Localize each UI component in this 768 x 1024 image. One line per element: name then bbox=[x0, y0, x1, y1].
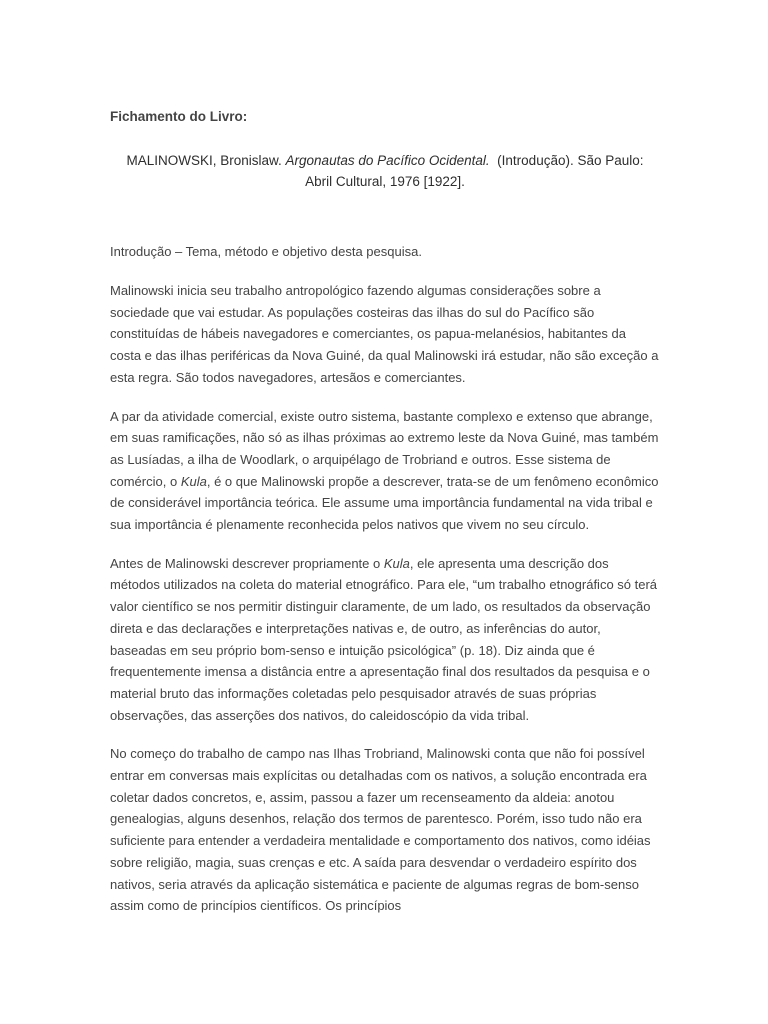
document-page bbox=[110, 108, 660, 934]
paragraph-2-before: A par da atividade comercial, existe outro sistema, bastante complexo e extenso que abrange, em suas ramificações, não só as ilhas próximas ao extremo leste da Nova Guiné, mas também as Lusíadas, a ilha de Woodlark, o arquipélago de Trobriand e outros. Esse sistema de comércio, o bbox=[110, 408, 659, 489]
paragraph-2-after: , é o que Malinowski propõe a descrever, trata-se de um fenômeno econômico de considerável importância teórica. Ele assume uma importância fundamental na vida tribal e sua importância é plenamente reconhecida pelos nativos que vivem no seu círculo. bbox=[110, 473, 659, 533]
paragraph-3-before: Antes de Malinowski descrever propriamente o bbox=[110, 555, 381, 571]
citation-rest: (Introdução). São Paulo: bbox=[497, 153, 644, 168]
paragraph-3-kula: Kula bbox=[383, 555, 410, 571]
paragraph-2-kula: Kula bbox=[180, 473, 207, 489]
bibliographic-citation bbox=[110, 150, 660, 192]
paragraph-2 bbox=[110, 406, 660, 536]
citation-line2: Abril Cultural, 1976 [1922]. bbox=[305, 174, 465, 189]
paragraph-3-after: , ele apresenta uma descrição dos métodos utilizados na coleta do material etnográfico. Para ele, “um trabalho etnográfico só terá valor científico se nos permitir distinguir claramente, de um lado, os resultados da observação direta e das declarações e interpretações nativas e, de outro, as inferências do autor, baseadas em seu próprio bom-senso e intuição psicológica” (p. 18). Diz ainda que é frequentemente imensa a distância entre a apresentação final dos resultados da pesquisa e o material bruto das informações coletadas pelo pesquisador através de suas próprias observações, das asserções dos nativos, do caleidoscópio da vida tribal. bbox=[110, 555, 658, 723]
paragraph-4: No começo do trabalho de campo nas Ilhas Trobriand, Malinowski conta que não foi possível entrar em conversas mais explícitas ou detalhadas com os nativos, a solução encontrada era coletar dados concretos, e, assim, passou a fazer um recenseamento da aldeia: anotou genealogias, alguns desenhos, relação dos termos de parentesco. Porém, isso tudo não era suficiente para entender a verdadeira mentalidade e comportamento dos nativos, como idéias sobre religião, magia, suas crenças e etc. A saída para desvendar o verdadeiro espírito dos nativos, seria através da aplicação sistemática e paciente de algumas regras de bom-senso assim como de princípios científicos. Os princípios bbox=[110, 746, 651, 914]
paragraph-3 bbox=[110, 553, 660, 727]
citation-title: Argonautas do Pacífico Ocidental. bbox=[285, 153, 490, 168]
section-title: Introdução – Tema, método e objetivo desta pesquisa. bbox=[110, 244, 422, 259]
citation-author: MALINOWSKI, Bronislaw. bbox=[126, 153, 282, 168]
document-heading: Fichamento do Livro: bbox=[110, 109, 248, 124]
paragraph-1: Malinowski inicia seu trabalho antropológico fazendo algumas considerações sobre a sociedade que vai estudar. As populações costeiras das ilhas do sul do Pacífico são constituídas de hábeis navegadores e comerciantes, os papua-melanésios, habitantes da costa e das ilhas periféricas da Nova Guiné, da qual Malinowski irá estudar, não são exceção a esta regra. São todos navegadores, artesãos e comerciantes. bbox=[110, 283, 659, 385]
